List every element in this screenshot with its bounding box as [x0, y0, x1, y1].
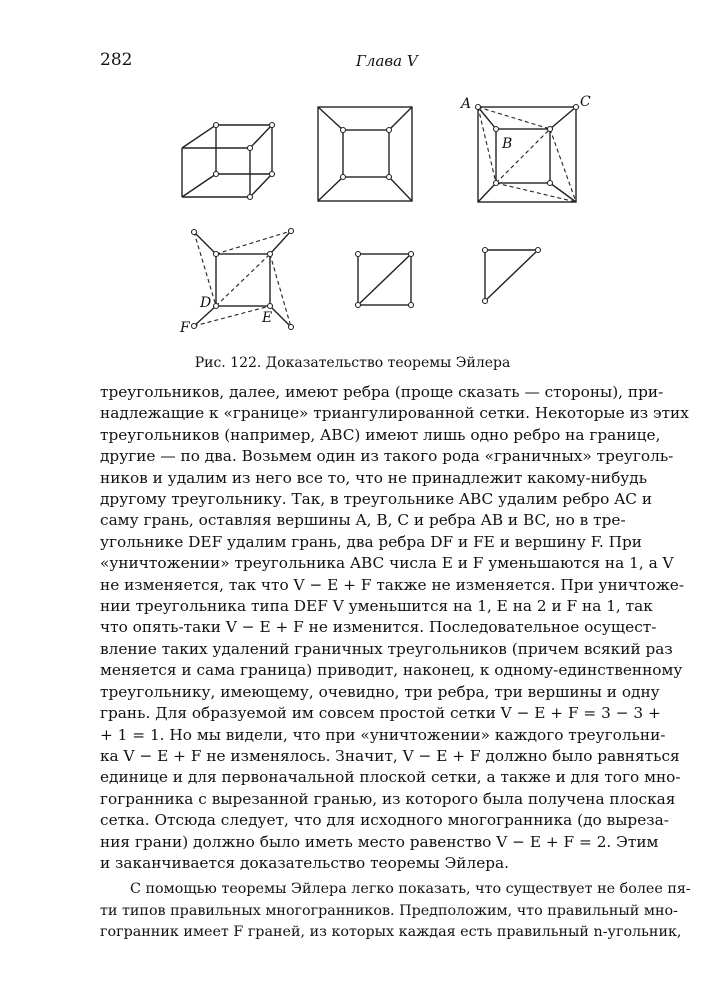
p1-line-23: и заканчивается доказательство теоремы Эйлера.: [100, 853, 510, 872]
label-f: F: [180, 320, 190, 336]
triangulated-net: [459, 94, 591, 202]
net-def: [179, 229, 294, 337]
p1-line-14: меняется и сама граница) приводит, наконец, к одному-единственному: [100, 661, 683, 680]
p1-line-17: + 1 = 1. Но мы видели, что при «уничтожении» каждого треугольни-: [100, 725, 666, 744]
label-b: B: [502, 136, 513, 152]
p1-line-12: что опять-таки V − E + F не изменится. Последовательное осущест-: [100, 618, 657, 637]
p1-line-1: треугольников, далее, имеют ребра (проще сказать — стороны), при-: [100, 383, 664, 401]
p1-line-15: треугольнику, имеющему, очевидно, три ребра, три вершины и одну: [100, 682, 660, 701]
p1-line-21: сетка. Отсюда следует, что для исходного многогранника (до выреза-: [100, 811, 669, 830]
label-c: C: [580, 94, 591, 110]
p1-line-3: треугольников (например, ABC) имеют лишь одно ребро на границе,: [100, 425, 661, 444]
square-with-diagonal: [356, 252, 414, 308]
page-number: 282: [100, 50, 133, 70]
p1-line-2: надлежащие к «границе» триангулированной сетки. Некоторые из этих: [100, 404, 689, 423]
figure-caption: Рис. 122. Доказательство теоремы Эйлера: [194, 355, 511, 371]
p1-line-4: другие — по два. Возьмем один из такого рода «граничных» треуголь-: [100, 447, 674, 466]
p1-line-8: угольнике DEF удалим грань, два ребра DF и FE и вершину F. При: [100, 532, 642, 551]
p1-line-9: «уничтожении» треугольника ABC числа E и F уменьшаются на 1, а V: [100, 554, 674, 573]
p1-line-16: грань. Для образуемой им совсем простой сетки V − E + F = 3 − 3 +: [100, 704, 661, 723]
p1-line-20: гогранника с вырезанной гранью, из которого была получена плоская: [100, 789, 676, 808]
euler-figure: [0, 0, 705, 350]
p1-line-7: саму грань, оставляя вершины A, B, C и ребра AB и BC, но в тре-: [100, 511, 626, 530]
p1-line-5: ников и удалим из него все то, что не принадлежит какому-нибудь: [100, 468, 648, 487]
p2-line-2: ти типов правильных многогранников. Предположим, что правильный мно-: [100, 902, 678, 919]
schlegel-diagram: [318, 107, 412, 201]
body-text: [100, 382, 691, 944]
label-d: D: [200, 295, 212, 311]
p1-line-11: нии треугольника типа DEF V уменьшится на 1, E на 2 и F на 1, так: [100, 597, 653, 616]
p2-line-1: С помощью теоремы Эйлера легко показать, что существует не более пя-: [130, 881, 691, 898]
cube-wireframe: [182, 123, 275, 200]
p1-line-18: ка V − E + F не изменялось. Значит, V − E + F должно было равняться: [100, 746, 680, 765]
label-e: E: [262, 310, 273, 326]
single-triangle: [483, 248, 541, 304]
p1-line-22: ния грани) должно было иметь место равенство V − E + F = 2. Этим: [100, 832, 659, 851]
p1-line-6: другому треугольнику. Так, в треугольнике ABC удалим ребро AC и: [100, 490, 653, 509]
label-a: A: [461, 96, 472, 112]
p1-line-10: не изменяется, так что V − E + F также не изменяется. При уничтоже-: [100, 575, 685, 594]
p1-line-13: вление таких удалений граничных треугольников (причем всякий раз: [100, 639, 673, 658]
running-head: Глава V: [356, 52, 418, 70]
p2-line-3: гогранник имеет F граней, из которых каждая есть правильный n-угольник,: [100, 924, 682, 941]
p1-line-19: единице и для первоначальной плоской сетки, а также и для того мно-: [100, 768, 681, 787]
